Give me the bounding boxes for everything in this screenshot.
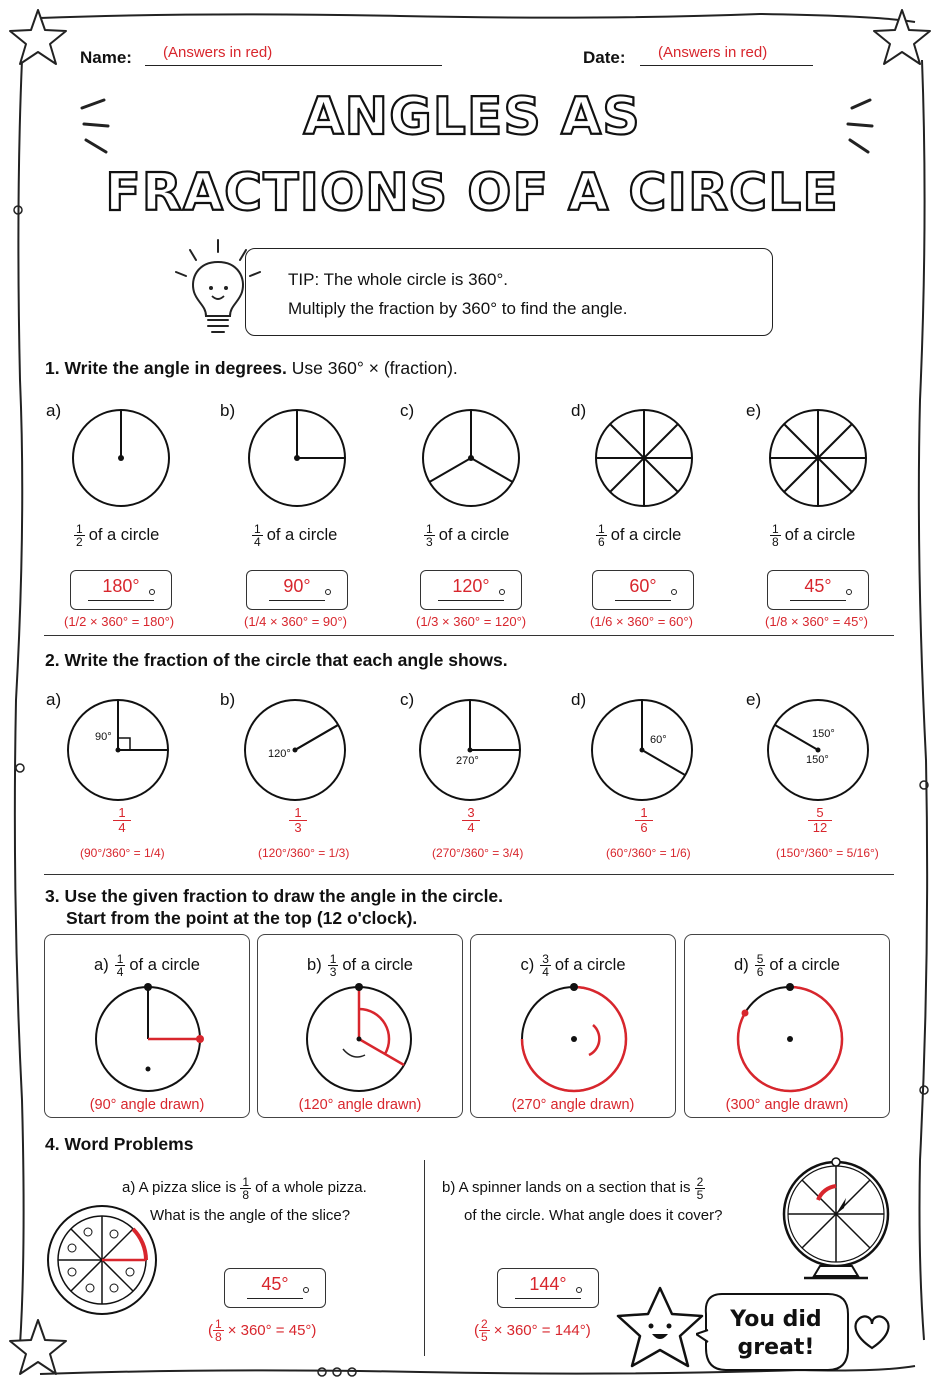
s2-letter-d: d) (571, 690, 587, 709)
encouragement-line1: You did (730, 1307, 822, 1332)
spinner-icon (776, 1152, 896, 1284)
word-problem-b: b) A spinner lands on a section that is $\frac{2}{5}$ of the circle. What angle does it cover? (442, 1174, 723, 1224)
angle-circle-150 (768, 700, 868, 800)
s2-answer-e: 5 12 (790, 806, 850, 837)
s1-calc-e: (1/8 × 360° = 45°) (765, 614, 868, 629)
angle-label-b: 120° (268, 748, 291, 760)
date-label: Date: (583, 48, 626, 67)
section3-title-line1: 3. Use the given fraction to draw the angle in the circle. (45, 886, 504, 906)
s2-letter-b: b) (220, 690, 236, 709)
s2-letter-a: a) (46, 690, 62, 709)
draw-card-c[interactable]: c) $\frac{3}{4}$ of a circle (270° angle drawn) (470, 934, 676, 1118)
section1-title: Write the angle in degrees. (64, 358, 287, 378)
s1-calc-d: (1/6 × 360° = 60°) (590, 614, 693, 629)
s1-fraction-label-d: $\frac{1}{6}$ of a circle (598, 522, 682, 549)
s2-answer-d: 1 6 (614, 806, 674, 837)
s1-fraction-label-e: $\frac{1}{8}$ of a circle (772, 522, 856, 549)
name-label: Name: (80, 48, 132, 67)
pizza-icon (44, 1202, 160, 1318)
angle-label-a: 90° (95, 731, 112, 743)
page-title-line2: FRACTIONS OF A CIRCLE (105, 163, 839, 223)
angle-circle-120 (245, 700, 345, 800)
s2-letter-c: c) (400, 690, 415, 709)
encouragement-text (708, 1306, 844, 1362)
encouragement-line2: great! (737, 1335, 815, 1360)
s1-letter-e: e) (746, 401, 762, 420)
s1-calc-b: (1/4 × 360° = 90°) (244, 614, 347, 629)
star-icon (10, 1320, 66, 1374)
star-character-icon (610, 1282, 710, 1378)
angle-circle-270 (420, 700, 520, 800)
s1-answer-box-d[interactable]: 60° (592, 570, 694, 610)
drawn-angle-270 (471, 935, 677, 1119)
s1-calc-c: (1/3 × 360° = 120°) (416, 614, 527, 629)
section1-subtitle: Use 360° × (fraction). (291, 358, 458, 378)
card-caption-c: (270° angle drawn) (511, 1097, 635, 1113)
s2-answer-a: 1 4 (92, 806, 152, 837)
tip-line-1: TIP: The whole circle is 360°. (288, 270, 509, 289)
angle-label-c: 270° (456, 755, 479, 767)
card-caption-d: (300° angle drawn) (725, 1097, 849, 1113)
section3-title-line2: Start from the point at the top (12 o'clock). (66, 908, 418, 928)
s1-letter-d: d) (571, 401, 587, 420)
circle-eighths (596, 410, 692, 506)
heart-icon (850, 1312, 894, 1352)
date-field[interactable]: (Answers in red) (640, 44, 813, 66)
s4-calc-b: ( $\frac{2}{5}$ × 360° = 144°) (474, 1317, 591, 1344)
angle-label-e: 150° (812, 728, 835, 740)
s2-calc-e: (150°/360° = 5/16°) (776, 846, 879, 860)
s1-answer-box-c[interactable]: 120° (420, 570, 522, 610)
section4-title: 4. Word Problems (45, 1134, 194, 1154)
card-caption-b: (120° angle drawn) (298, 1097, 422, 1113)
section2-title: 2. Write the fraction of the circle that each angle shows. (45, 650, 508, 670)
s1-answer-box-b[interactable]: 90° (246, 570, 348, 610)
drawn-angle-300 (685, 935, 891, 1119)
draw-card-b[interactable]: b) $\frac{1}{3}$ of a circle (120° angle drawn) (257, 934, 463, 1118)
s1-letter-c: c) (400, 401, 415, 420)
angle-circle-90 (68, 700, 168, 800)
circle-thirds (423, 410, 519, 506)
angle-circle-60 (592, 700, 692, 800)
s4-answer-box-b[interactable]: 144° (497, 1268, 599, 1308)
card-caption-a: (90° angle drawn) (89, 1097, 205, 1113)
s2-calc-c: (270°/360° = 3/4) (432, 846, 524, 860)
s2-calc-b: (120°/360° = 1/3) (258, 846, 350, 860)
drawn-angle-120 (258, 935, 464, 1119)
s1-answer-box-a[interactable]: 180° (70, 570, 172, 610)
section1-circles (0, 395, 944, 515)
s1-fraction-label-c: $\frac{1}{3}$ of a circle (426, 522, 510, 549)
section2-circles (0, 690, 944, 810)
s2-calc-d: (60°/360° = 1/6) (606, 846, 691, 860)
s2-calc-a: (90°/360° = 1/4) (80, 846, 165, 860)
draw-card-d[interactable]: d) $\frac{5}{6}$ of a circle (300° angle drawn) (684, 934, 890, 1118)
section1-number: 1. (45, 358, 60, 378)
s1-fraction-label-b: $\frac{1}{4}$ of a circle (254, 522, 338, 549)
angle-label-e2: 150° (806, 754, 829, 766)
angle-label-d: 60° (650, 734, 667, 746)
s2-letter-e: e) (746, 690, 762, 709)
s2-answer-c: 3 4 (441, 806, 501, 837)
divider-vertical (424, 1160, 425, 1356)
s1-answer-box-e[interactable]: 45° (767, 570, 869, 610)
divider (44, 874, 894, 875)
s1-fraction-label-a: $\frac{1}{2}$ of a circle (76, 522, 160, 549)
tip-box (245, 248, 773, 336)
circle-half (73, 410, 169, 506)
circle-eighths (770, 410, 866, 506)
divider (44, 635, 894, 636)
s4-answer-box-a[interactable]: 45° (224, 1268, 326, 1308)
s1-letter-b: b) (220, 401, 236, 420)
tip-line-2: Multiply the fraction by 360° to find the angle. (288, 299, 628, 318)
drawn-angle-90 (45, 935, 251, 1119)
circle-quarter (249, 410, 345, 506)
page-title-line1: ANGLES AS (303, 87, 641, 147)
section1-heading (45, 358, 458, 379)
name-field[interactable]: (Answers in red) (145, 44, 442, 66)
s1-letter-a: a) (46, 401, 62, 420)
s4-calc-a: ( $\frac{1}{8}$ × 360° = 45°) (208, 1317, 317, 1344)
word-problem-a: a) A pizza slice is $\frac{1}{8}$ of a whole pizza. What is the angle of the slice? (122, 1174, 367, 1224)
s1-calc-a: (1/2 × 360° = 180°) (64, 614, 175, 629)
draw-card-a[interactable]: a) $\frac{1}{4}$ of a circle (90° angle drawn) (44, 934, 250, 1118)
s2-answer-b: 1 3 (268, 806, 328, 837)
